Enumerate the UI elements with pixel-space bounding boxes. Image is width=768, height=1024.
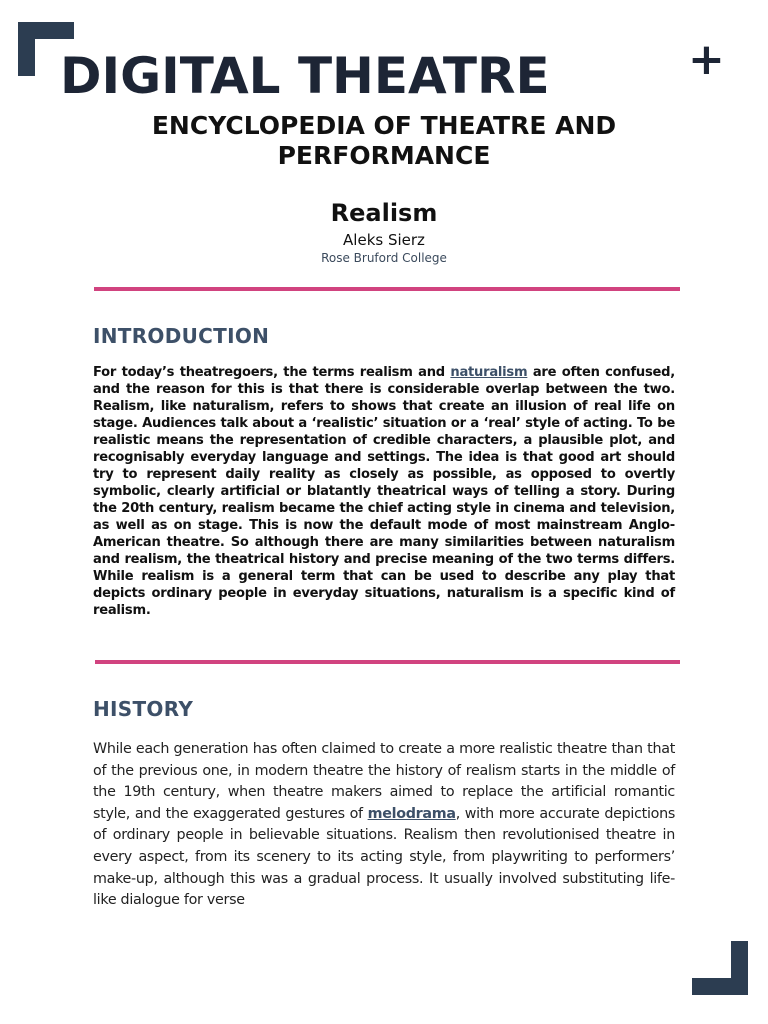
melodrama-link[interactable]: melodrama bbox=[367, 805, 456, 822]
section-divider bbox=[94, 287, 680, 291]
corner-bracket-top-left-bar bbox=[18, 22, 74, 39]
introduction-heading: INTRODUCTION bbox=[93, 324, 270, 348]
corner-bracket-bottom-right-bar bbox=[692, 978, 748, 995]
brand-plus-icon: + bbox=[688, 34, 725, 85]
brand-logo: DIGITAL THEATRE bbox=[60, 47, 550, 105]
publication-title: ENCYCLOPEDIA OF THEATRE AND PERFORMANCE bbox=[151, 111, 617, 170]
introduction-text-start: For today’s theatregoers, the terms realism and bbox=[93, 365, 451, 380]
history-text-end: , with more accurate depictions of ordinary people in believable situations. Realism then revolutionised theatre in every aspect, from its scenery to its acting style, from playwriting to performers’ make-up, although this was a gradual process. It usually involved substituting life-like dialogue for verse bbox=[93, 805, 675, 909]
author-affiliation: Rose Bruford College bbox=[321, 251, 447, 265]
section-divider bbox=[95, 660, 680, 664]
history-heading: HISTORY bbox=[93, 697, 194, 721]
history-paragraph bbox=[93, 739, 675, 912]
article-author: Aleks Sierz bbox=[343, 231, 425, 249]
article-title: Realism bbox=[330, 199, 438, 227]
introduction-paragraph bbox=[93, 364, 675, 619]
history-text-start: While each generation has often claimed to create a more realistic theatre than that of the previous one, in modern theatre the history of realism starts in the middle of the 19th century, when theatre makers aimed to replace the artificial romantic style, and the exaggerated gestures of bbox=[93, 741, 675, 822]
introduction-text-end: are often confused, and the reason for this is that there is considerable overlap between the two. Realism, like naturalism, refers to shows that create an illusion of real life on stage. Audiences talk about a ‘realistic’ situation or a ‘real’ style of acting. To be realistic means the representation of credible characters, a plausible plot, and recognisably everyday language and settings. The idea is that good art should try to represent daily reality as closely as possible, as opposed to overtly symbolic, clearly artificial or blatantly theatrical ways of telling a story. During the 20th century, realism became the chief acting style in cinema and television, as well as on stage. This is now the default mode of most mainstream Anglo-American theatre. So although there are many similarities between naturalism and realism, the theatrical history and precise meaning of the two terms differs. While realism is a general term that can be used to describe any play that depicts ordinary people in everyday situations, naturalism is a specific kind of realism. bbox=[93, 365, 676, 618]
naturalism-link[interactable]: naturalism bbox=[450, 365, 528, 380]
